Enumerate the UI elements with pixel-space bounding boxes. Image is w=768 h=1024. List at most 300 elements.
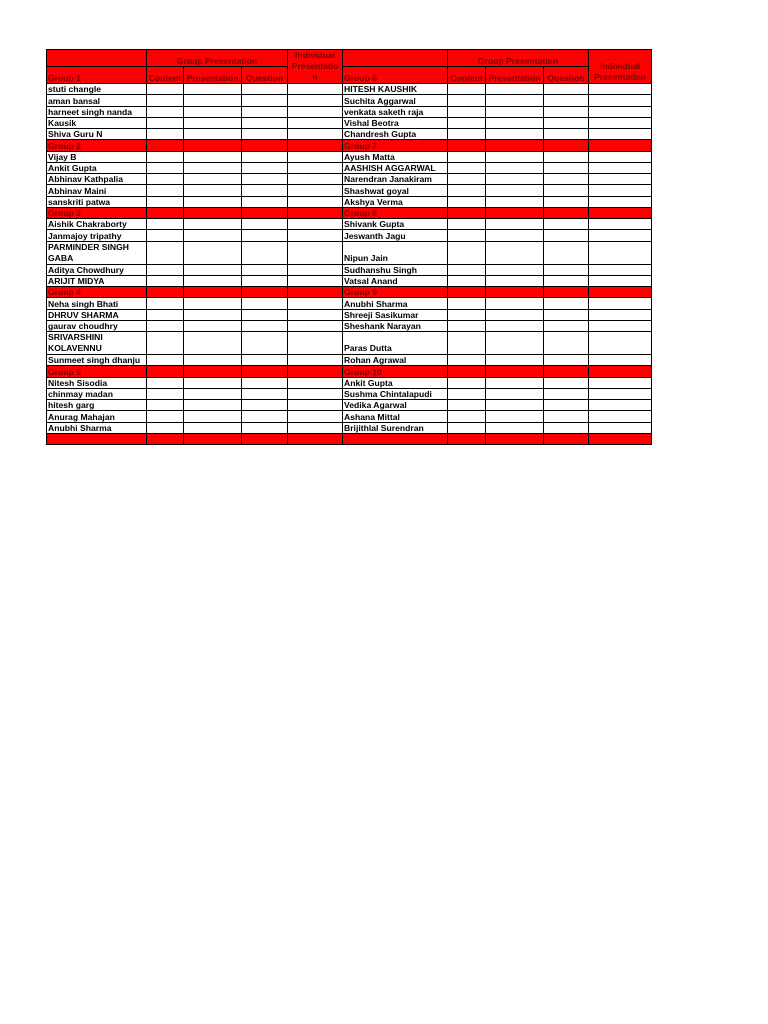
score-cell — [242, 366, 288, 377]
score-cell[interactable] — [589, 309, 652, 320]
individual-presentation-header-right: Individual Presentation — [589, 50, 652, 84]
score-cell[interactable] — [589, 95, 652, 106]
score-cell[interactable] — [242, 106, 288, 117]
score-cell[interactable] — [486, 219, 544, 230]
score-cell[interactable] — [147, 95, 184, 106]
member-name-cell: harneet singh nanda — [47, 106, 147, 117]
score-cell[interactable] — [486, 422, 544, 433]
score-cell[interactable] — [147, 309, 184, 320]
score-cell[interactable] — [544, 411, 589, 422]
score-cell[interactable] — [448, 95, 486, 106]
score-cell[interactable] — [448, 332, 486, 355]
table-row — [47, 400, 652, 411]
score-cell[interactable] — [147, 332, 184, 355]
score-cell[interactable] — [288, 377, 343, 388]
score-cell[interactable] — [589, 84, 652, 95]
score-cell — [147, 287, 184, 298]
score-cell[interactable] — [288, 332, 343, 355]
score-cell[interactable] — [288, 264, 343, 275]
score-cell[interactable] — [288, 241, 343, 264]
score-cell — [544, 207, 589, 218]
score-cell[interactable] — [589, 298, 652, 309]
score-cell[interactable] — [242, 298, 288, 309]
member-name-cell: Sunmeet singh dhanju — [47, 355, 147, 366]
score-cell[interactable] — [147, 230, 184, 241]
table-row — [47, 309, 652, 320]
score-cell[interactable] — [589, 400, 652, 411]
score-cell — [184, 207, 242, 218]
score-cell[interactable] — [448, 106, 486, 117]
score-cell[interactable] — [288, 151, 343, 162]
score-cell[interactable] — [544, 400, 589, 411]
score-cell[interactable] — [288, 309, 343, 320]
score-cell[interactable] — [147, 400, 184, 411]
score-cell[interactable] — [288, 106, 343, 117]
score-cell[interactable] — [486, 151, 544, 162]
score-cell[interactable] — [147, 264, 184, 275]
score-cell[interactable] — [184, 422, 242, 433]
score-cell[interactable] — [589, 422, 652, 433]
score-cell[interactable] — [242, 332, 288, 355]
score-cell[interactable] — [147, 377, 184, 388]
content-header-left: Content — [147, 67, 184, 84]
table-row — [47, 320, 652, 331]
score-cell[interactable] — [184, 106, 242, 117]
score-cell[interactable] — [448, 388, 486, 399]
score-cell[interactable] — [589, 320, 652, 331]
score-cell[interactable] — [242, 230, 288, 241]
table-row — [47, 185, 652, 196]
score-cell[interactable] — [147, 298, 184, 309]
score-cell[interactable] — [589, 219, 652, 230]
score-cell[interactable] — [448, 400, 486, 411]
table-row — [47, 106, 652, 117]
member-name-cell: Narendran Janakiram — [343, 174, 448, 185]
score-cell[interactable] — [544, 196, 589, 207]
group-name-cell: Group 5 — [47, 366, 147, 377]
score-cell[interactable] — [589, 230, 652, 241]
presentation-header-right: Presentation — [486, 67, 544, 84]
score-cell — [147, 366, 184, 377]
score-cell[interactable] — [184, 230, 242, 241]
table-row — [47, 151, 652, 162]
member-name-cell: HITESH KAUSHIK — [343, 84, 448, 95]
score-cell — [589, 287, 652, 298]
score-cell[interactable] — [242, 129, 288, 140]
score-cell[interactable] — [184, 219, 242, 230]
score-cell[interactable] — [184, 275, 242, 286]
score-cell — [448, 207, 486, 218]
score-cell[interactable] — [288, 298, 343, 309]
member-name-cell: Brijithlal Surendran — [343, 422, 448, 433]
member-name-cell: Ayush Matta — [343, 151, 448, 162]
table-row — [47, 264, 652, 275]
score-cell[interactable] — [184, 241, 242, 264]
member-name-cell: Suchita Aggarwal — [343, 95, 448, 106]
score-cell[interactable] — [147, 106, 184, 117]
score-cell[interactable] — [486, 388, 544, 399]
score-cell[interactable] — [544, 275, 589, 286]
score-cell[interactable] — [288, 320, 343, 331]
score-cell — [448, 366, 486, 377]
score-cell[interactable] — [448, 174, 486, 185]
member-name-cell: Neha singh Bhati — [47, 298, 147, 309]
score-cell[interactable] — [147, 129, 184, 140]
score-cell[interactable] — [448, 422, 486, 433]
group-header-row — [47, 433, 652, 444]
score-cell[interactable] — [544, 219, 589, 230]
score-cell[interactable] — [288, 219, 343, 230]
score-cell[interactable] — [589, 117, 652, 128]
score-cell[interactable] — [184, 332, 242, 355]
score-cell[interactable] — [242, 196, 288, 207]
score-cell[interactable] — [242, 422, 288, 433]
presentation-header-left: Presentation — [184, 67, 242, 84]
member-name-cell: Shivank Gupta — [343, 219, 448, 230]
score-cell[interactable] — [184, 309, 242, 320]
score-cell[interactable] — [486, 320, 544, 331]
member-name-cell: SRIVARSHINI KOLAVENNU — [47, 332, 147, 355]
score-cell[interactable] — [448, 219, 486, 230]
score-cell — [288, 140, 343, 151]
score-cell — [448, 140, 486, 151]
table-row — [47, 84, 652, 95]
member-name-cell: Nipun Jain — [343, 241, 448, 264]
group-presentation-header-right: Group Presentation — [448, 50, 589, 67]
table-row — [47, 377, 652, 388]
score-cell[interactable] — [242, 95, 288, 106]
score-cell[interactable] — [448, 320, 486, 331]
table-row — [47, 196, 652, 207]
score-cell[interactable] — [448, 162, 486, 173]
score-cell — [184, 366, 242, 377]
score-cell[interactable] — [147, 388, 184, 399]
score-cell[interactable] — [147, 117, 184, 128]
score-cell[interactable] — [544, 377, 589, 388]
member-name-cell: Kausik — [47, 117, 147, 128]
score-cell[interactable] — [242, 309, 288, 320]
table-row — [47, 422, 652, 433]
score-cell — [288, 207, 343, 218]
score-cell[interactable] — [184, 185, 242, 196]
score-cell[interactable] — [486, 241, 544, 264]
score-cell[interactable] — [448, 411, 486, 422]
score-cell[interactable] — [147, 196, 184, 207]
score-cell[interactable] — [589, 275, 652, 286]
score-cell[interactable] — [147, 151, 184, 162]
score-cell[interactable] — [544, 84, 589, 95]
score-cell[interactable] — [242, 151, 288, 162]
member-name-cell: Vishal Beotra — [343, 117, 448, 128]
table-row — [47, 129, 652, 140]
blank-header-cell — [47, 50, 147, 67]
score-cell — [589, 207, 652, 218]
score-cell[interactable] — [544, 241, 589, 264]
score-cell[interactable] — [544, 388, 589, 399]
score-cell[interactable] — [242, 219, 288, 230]
group-name-cell: Group 8 — [343, 207, 448, 218]
member-name-cell: venkata saketh raja — [343, 106, 448, 117]
score-cell[interactable] — [147, 84, 184, 95]
score-cell[interactable] — [184, 174, 242, 185]
member-name-cell: Sudhanshu Singh — [343, 264, 448, 275]
score-cell — [448, 433, 486, 444]
score-cell[interactable] — [486, 106, 544, 117]
score-cell[interactable] — [288, 422, 343, 433]
score-cell[interactable] — [242, 377, 288, 388]
score-cell[interactable] — [486, 95, 544, 106]
score-cell[interactable] — [288, 95, 343, 106]
presentation-score-sheet — [46, 49, 652, 445]
question-header-left: Question — [242, 67, 288, 84]
score-cell[interactable] — [242, 241, 288, 264]
score-cell[interactable] — [448, 275, 486, 286]
score-cell[interactable] — [242, 388, 288, 399]
score-cell[interactable] — [544, 117, 589, 128]
score-cell — [184, 287, 242, 298]
score-cell[interactable] — [288, 230, 343, 241]
score-cell[interactable] — [242, 185, 288, 196]
group-name-cell: Group 7 — [343, 140, 448, 151]
score-cell[interactable] — [448, 84, 486, 95]
score-cell[interactable] — [147, 174, 184, 185]
table-row — [47, 162, 652, 173]
score-cell[interactable] — [184, 400, 242, 411]
group-name-cell: Group 3 — [47, 207, 147, 218]
score-cell[interactable] — [589, 162, 652, 173]
group-name-cell — [343, 433, 448, 444]
score-cell[interactable] — [486, 411, 544, 422]
score-cell[interactable] — [486, 355, 544, 366]
score-cell — [288, 433, 343, 444]
score-cell[interactable] — [242, 411, 288, 422]
score-cell[interactable] — [184, 129, 242, 140]
score-cell — [288, 287, 343, 298]
score-cell[interactable] — [448, 117, 486, 128]
member-name-cell: Shreeji Sasikumar — [343, 309, 448, 320]
member-name-cell: Shashwat goyal — [343, 185, 448, 196]
score-cell[interactable] — [486, 162, 544, 173]
score-cell[interactable] — [544, 151, 589, 162]
score-cell[interactable] — [242, 162, 288, 173]
score-cell[interactable] — [544, 106, 589, 117]
score-cell[interactable] — [544, 309, 589, 320]
score-cell[interactable] — [448, 129, 486, 140]
score-cell[interactable] — [242, 174, 288, 185]
score-cell[interactable] — [184, 411, 242, 422]
score-cell[interactable] — [448, 309, 486, 320]
score-cell[interactable] — [147, 162, 184, 173]
score-cell[interactable] — [147, 241, 184, 264]
table-row — [47, 230, 652, 241]
score-cell[interactable] — [448, 151, 486, 162]
score-cell[interactable] — [184, 388, 242, 399]
score-cell[interactable] — [589, 196, 652, 207]
score-cell[interactable] — [288, 117, 343, 128]
score-cell[interactable] — [288, 275, 343, 286]
score-cell — [544, 366, 589, 377]
score-cell[interactable] — [184, 298, 242, 309]
score-cell[interactable] — [288, 400, 343, 411]
score-cell[interactable] — [288, 185, 343, 196]
member-name-cell: Nitesh Sisodia — [47, 377, 147, 388]
score-cell[interactable] — [184, 264, 242, 275]
score-cell[interactable] — [184, 377, 242, 388]
score-cell[interactable] — [147, 422, 184, 433]
score-cell[interactable] — [544, 95, 589, 106]
score-cell[interactable] — [448, 377, 486, 388]
score-cell[interactable] — [544, 298, 589, 309]
score-cell[interactable] — [242, 264, 288, 275]
score-cell[interactable] — [184, 95, 242, 106]
score-cell[interactable] — [448, 185, 486, 196]
score-cell[interactable] — [242, 84, 288, 95]
score-cell[interactable] — [486, 174, 544, 185]
score-cell[interactable] — [486, 377, 544, 388]
score-cell[interactable] — [486, 117, 544, 128]
score-cell[interactable] — [184, 162, 242, 173]
member-name-cell: Aishik Chakraborty — [47, 219, 147, 230]
score-cell[interactable] — [242, 320, 288, 331]
score-cell[interactable] — [288, 388, 343, 399]
score-cell[interactable] — [486, 332, 544, 355]
score-cell[interactable] — [589, 185, 652, 196]
score-cell[interactable] — [448, 264, 486, 275]
score-cell[interactable] — [184, 151, 242, 162]
score-cell[interactable] — [448, 241, 486, 264]
score-cell[interactable] — [147, 275, 184, 286]
member-name-cell: Vijay B — [47, 151, 147, 162]
score-cell[interactable] — [147, 219, 184, 230]
score-cell[interactable] — [184, 355, 242, 366]
member-name-cell: Anurag Mahajan — [47, 411, 147, 422]
score-cell[interactable] — [589, 377, 652, 388]
score-cell[interactable] — [147, 185, 184, 196]
score-cell[interactable] — [544, 355, 589, 366]
score-cell[interactable] — [589, 241, 652, 264]
score-cell[interactable] — [147, 320, 184, 331]
score-cell[interactable] — [448, 230, 486, 241]
score-cell[interactable] — [448, 298, 486, 309]
score-cell[interactable] — [242, 355, 288, 366]
score-cell[interactable] — [486, 185, 544, 196]
group-name-cell: Group 2 — [47, 140, 147, 151]
score-cell[interactable] — [486, 298, 544, 309]
group-header-row — [47, 140, 652, 151]
score-cell[interactable] — [147, 411, 184, 422]
member-name-cell: Sushma Chintalapudi — [343, 388, 448, 399]
score-cell[interactable] — [242, 400, 288, 411]
score-cell[interactable] — [242, 275, 288, 286]
member-name-cell: Paras Dutta — [343, 332, 448, 355]
blank-header-cell — [343, 50, 448, 67]
score-cell[interactable] — [589, 411, 652, 422]
score-cell[interactable] — [544, 332, 589, 355]
score-cell[interactable] — [589, 174, 652, 185]
group-header-row — [47, 207, 652, 218]
score-cell[interactable] — [288, 196, 343, 207]
score-cell — [147, 140, 184, 151]
score-cell[interactable] — [288, 411, 343, 422]
score-cell[interactable] — [544, 174, 589, 185]
individual-presentation-header-left: Individual Presentatio n — [288, 50, 343, 84]
member-name-cell: Akshya Verma — [343, 196, 448, 207]
score-cell[interactable] — [544, 264, 589, 275]
score-cell[interactable] — [544, 162, 589, 173]
score-cell[interactable] — [288, 129, 343, 140]
score-cell[interactable] — [544, 129, 589, 140]
content-header-right: Content — [448, 67, 486, 84]
member-name-cell: Vatsal Anand — [343, 275, 448, 286]
table-row — [47, 355, 652, 366]
score-cell[interactable] — [486, 264, 544, 275]
score-cell[interactable] — [589, 332, 652, 355]
score-cell[interactable] — [486, 275, 544, 286]
score-cell[interactable] — [288, 355, 343, 366]
score-cell[interactable] — [147, 355, 184, 366]
member-name-cell: Vedika Agarwal — [343, 400, 448, 411]
score-cell[interactable] — [184, 196, 242, 207]
table-row — [47, 219, 652, 230]
score-cell[interactable] — [589, 151, 652, 162]
score-cell[interactable] — [589, 388, 652, 399]
group-name-cell: Group 10 — [343, 366, 448, 377]
score-cell[interactable] — [544, 230, 589, 241]
score-cell[interactable] — [486, 129, 544, 140]
table-row — [47, 411, 652, 422]
table-row — [47, 95, 652, 106]
score-cell — [184, 433, 242, 444]
score-cell[interactable] — [184, 84, 242, 95]
score-cell[interactable] — [589, 355, 652, 366]
score-cell[interactable] — [184, 117, 242, 128]
score-cell[interactable] — [448, 355, 486, 366]
score-cell — [147, 433, 184, 444]
member-name-cell: Shiva Guru N — [47, 129, 147, 140]
score-cell[interactable] — [288, 174, 343, 185]
member-name-cell: Jeswanth Jagu — [343, 230, 448, 241]
score-cell[interactable] — [288, 84, 343, 95]
question-header-right: Question — [544, 67, 589, 84]
member-name-cell: Sheshank Narayan — [343, 320, 448, 331]
score-cell — [544, 140, 589, 151]
score-cell — [242, 140, 288, 151]
score-cell[interactable] — [486, 400, 544, 411]
score-cell[interactable] — [486, 196, 544, 207]
score-cell[interactable] — [486, 309, 544, 320]
score-cell[interactable] — [544, 422, 589, 433]
score-cell[interactable] — [589, 106, 652, 117]
score-cell[interactable] — [486, 84, 544, 95]
group-name-cell — [47, 433, 147, 444]
score-cell — [486, 433, 544, 444]
score-cell[interactable] — [288, 162, 343, 173]
score-cell[interactable] — [589, 129, 652, 140]
score-cell[interactable] — [544, 320, 589, 331]
score-cell[interactable] — [242, 117, 288, 128]
score-cell[interactable] — [184, 320, 242, 331]
score-cell — [147, 207, 184, 218]
score-cell[interactable] — [589, 264, 652, 275]
score-cell[interactable] — [544, 185, 589, 196]
member-name-cell: Chandresh Gupta — [343, 129, 448, 140]
score-cell — [544, 433, 589, 444]
table-row — [47, 117, 652, 128]
member-name-cell: sanskriti patwa — [47, 196, 147, 207]
score-cell[interactable] — [486, 230, 544, 241]
header-row-bottom — [47, 67, 652, 84]
score-cell[interactable] — [448, 196, 486, 207]
